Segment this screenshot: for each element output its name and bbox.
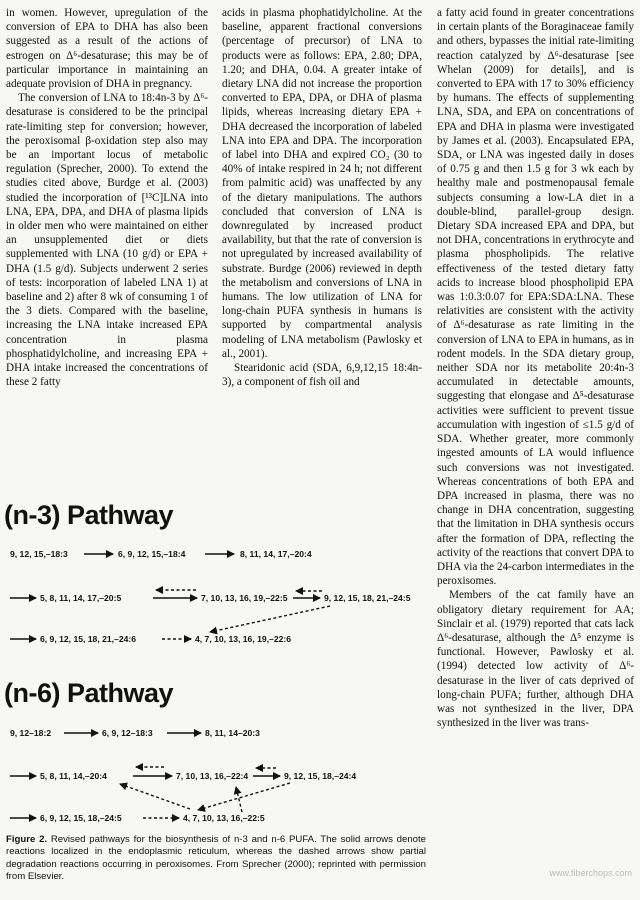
caption-label: Figure 2. xyxy=(6,834,48,845)
n3-node-20-5: 5, 8, 11, 14, 17,–20:5 xyxy=(40,593,122,603)
n3-node-18-4: 6, 9, 12, 15,–18:4 xyxy=(118,549,186,559)
paragraph: The conversion of LNA to 18:4n-3 by Δ⁶-desaturase is considered to be the principal rate-limiting step for conversion; however, the peroxisomal β-oxidation step also may be an important locus of metabolic regulation (Sprecher, 2000). To extend the studies cited above, Burdge et al. (2003) studied the incorporation of [¹³C]LNA into LNA, EPA, DPA, and DHA of plasma lipids in older men who were maintained on either an unsupplemented diet or diets supplemented with LNA (10 g/d) or EPA + DHA (1.5 g/d). Subjects underwent 2 series of tests: incorporation of labeled LNA 1) at baseline and 2) after 8 wk of consuming 1 of the 3 diets. Compared with the baseline, increasing the LNA intake increased EPA concentration in plasma phosphatidylcholine, and increasing EPA + DHA intake increased the concentrations of these 2 fatty xyxy=(6,92,208,389)
paragraph: in women. However, upregulation of the conversion of EPA to DHA has also been suggested as a result of the actions of estrogen on Δ⁶-desaturase; this may be of particular importance in maintaining an adequate provision of DHA in pregnancy. xyxy=(6,7,208,91)
n3-node-18-3: 9, 12, 15,–18:3 xyxy=(10,549,68,559)
n6-node-20-4: 5, 8, 11, 14,–20:4 xyxy=(40,771,107,781)
n3-node-24-6: 6, 9, 12, 15, 18, 21,–24:6 xyxy=(40,634,137,644)
paragraph: Members of the cat family have an obligatory dietary requirement for AA; Sinclair et al. (1979) reported that cats lack Δ⁶-desaturase, although the Δ⁵ enzyme is functional. However, Pawlosky et al. (1994) detected low activity of Δ⁶-desaturase in the liver of cats deprived of long-chain PUFA; further, although DHA was not synthesized in the liver, DPA synthesized in the liver was trans- xyxy=(437,589,634,730)
n6-node-20-3: 8, 11, 14–20:3 xyxy=(205,728,260,738)
n6-node-18-3: 6, 9, 12–18:3 xyxy=(102,728,153,738)
caption-text: Revised pathways for the biosynthesis of n-3 and n-6 PUFA. The solid arrows denote reactions localized in the endoplasmic reticulum, whereas the dashed arrows show partial degradation reactions occurring in peroxisomes. From Sprecher (2000); reprinted with permission from Elsevier. xyxy=(6,834,426,883)
n6-node-24-4: 9, 12, 15, 18,–24:4 xyxy=(284,771,357,781)
figure-caption xyxy=(6,834,426,884)
n6-node-24-5: 6, 9, 12, 15, 18,–24:5 xyxy=(40,813,122,823)
n3-node-22-6: 4, 7, 10, 13, 16, 19,–22:6 xyxy=(195,634,292,644)
paragraph: acids in plasma phophatidylcholine. At the baseline, apparent fractional conversions (percentage of precursor) of LNA to products were as follows: EPA, 2.80; DPA, 1.20; and DHA, 0.04. A greater intake of dietary LNA did not increase the proportion converted to EPA, DPA, or DHA of plasma lipids, whereas increasing dietary EPA + DHA decreased the incorporation of labeled LNA into EPA and DPA. The incorporation of label into DHA and expired CO₂ (30 to 40% of intake respired in 24 h; not different from palmitic acid) was unaffected by any of the dietary manipulations. The authors concluded that conversion of LNA is downregulated by increased product availability, but that the rate of conversion is not upregulated by increased availability of substrate. Burdge (2006) reviewed in depth the metabolism and conversions of LNA in humans. The low utilization of LNA for long-chain PUFA synthesis in humans is supported by compartmental analysis modeling of LNA metabolism (Pawlosky et al., 2001). xyxy=(222,7,422,360)
n3-node-20-4: 8, 11, 14, 17,–20:4 xyxy=(240,549,312,559)
n3-pathway-title: (n-3) Pathway xyxy=(4,500,174,530)
n6-pathway-title: (n-6) Pathway xyxy=(4,678,174,708)
n3-node-24-5: 9, 12, 15, 18, 21,–24:5 xyxy=(324,593,411,603)
n6-node-22-4: 7, 10, 13, 16,–22:4 xyxy=(176,771,249,781)
paragraph: Stearidonic acid (SDA, 6,9,12,15 18:4n-3), a component of fish oil and xyxy=(222,362,422,389)
n3-node-22-5: 7, 10, 13, 16, 19,–22:5 xyxy=(201,593,288,603)
n6-node-22-5: 4, 7, 10, 13, 16,–22:5 xyxy=(183,813,265,823)
watermark: www.fiberchops.com xyxy=(549,868,632,878)
n6-node-18-2: 9, 12–18:2 xyxy=(10,728,52,738)
paragraph: a fatty acid found in greater concentrations in certain plants of the Boraginaceae family and others, bypasses the initial rate-limiting reaction catalyzed by Δ⁶-desaturase [see Whelan (2009) for details], and is converted to EPA with 17 to 30% efficiency by humans. The effects of supplementing LNA, SDA, and EPA on concentrations of EPA and DHA in plasma were investigated by James et al. (2003). Encapsulated EPA, SDA, or LNA was ingested daily in doses of 0.75 g and then 1.5 g for 3 wk each by healthy male and postmenopausal female subjects consuming a low-LA diet in a double-blind, parallel-group design. Dietary SDA increased EPA and DPA, but not DHA, concentrations in erythrocyte and plasma phospholipids. The relative effectiveness of the tested dietary fatty acids to increase blood phospholipid EPA was 1:0.3:0.07 for EPA:SDA:LNA. These relativities are consistent with the activity of Δ⁶-desaturase as rate limiting in the conversion of LNA to EPA in humans, as in rodent models. In the SDA dietary group, neither SDA nor its metabolite 20:4n-3 accumulated in detectable amounts, suggesting that elongase and Δ⁵-desaturase activities were sufficient to prevent tissue accumulation with ingestion of ≤1.5 g/d of SDA. Whether greater, more commonly ingested amounts of LA would influence such conversions was not investigated. Whereas concentrations of both EPA and DPA increased in plasma, there was no change in DHA concentration, suggesting that the limitation in DHA synthesis occurs after the formation of DPA, reflecting the activity of the reactions that convert DPA to DHA via the 24-carbon intermediates in the peroxisomes. xyxy=(437,7,634,588)
